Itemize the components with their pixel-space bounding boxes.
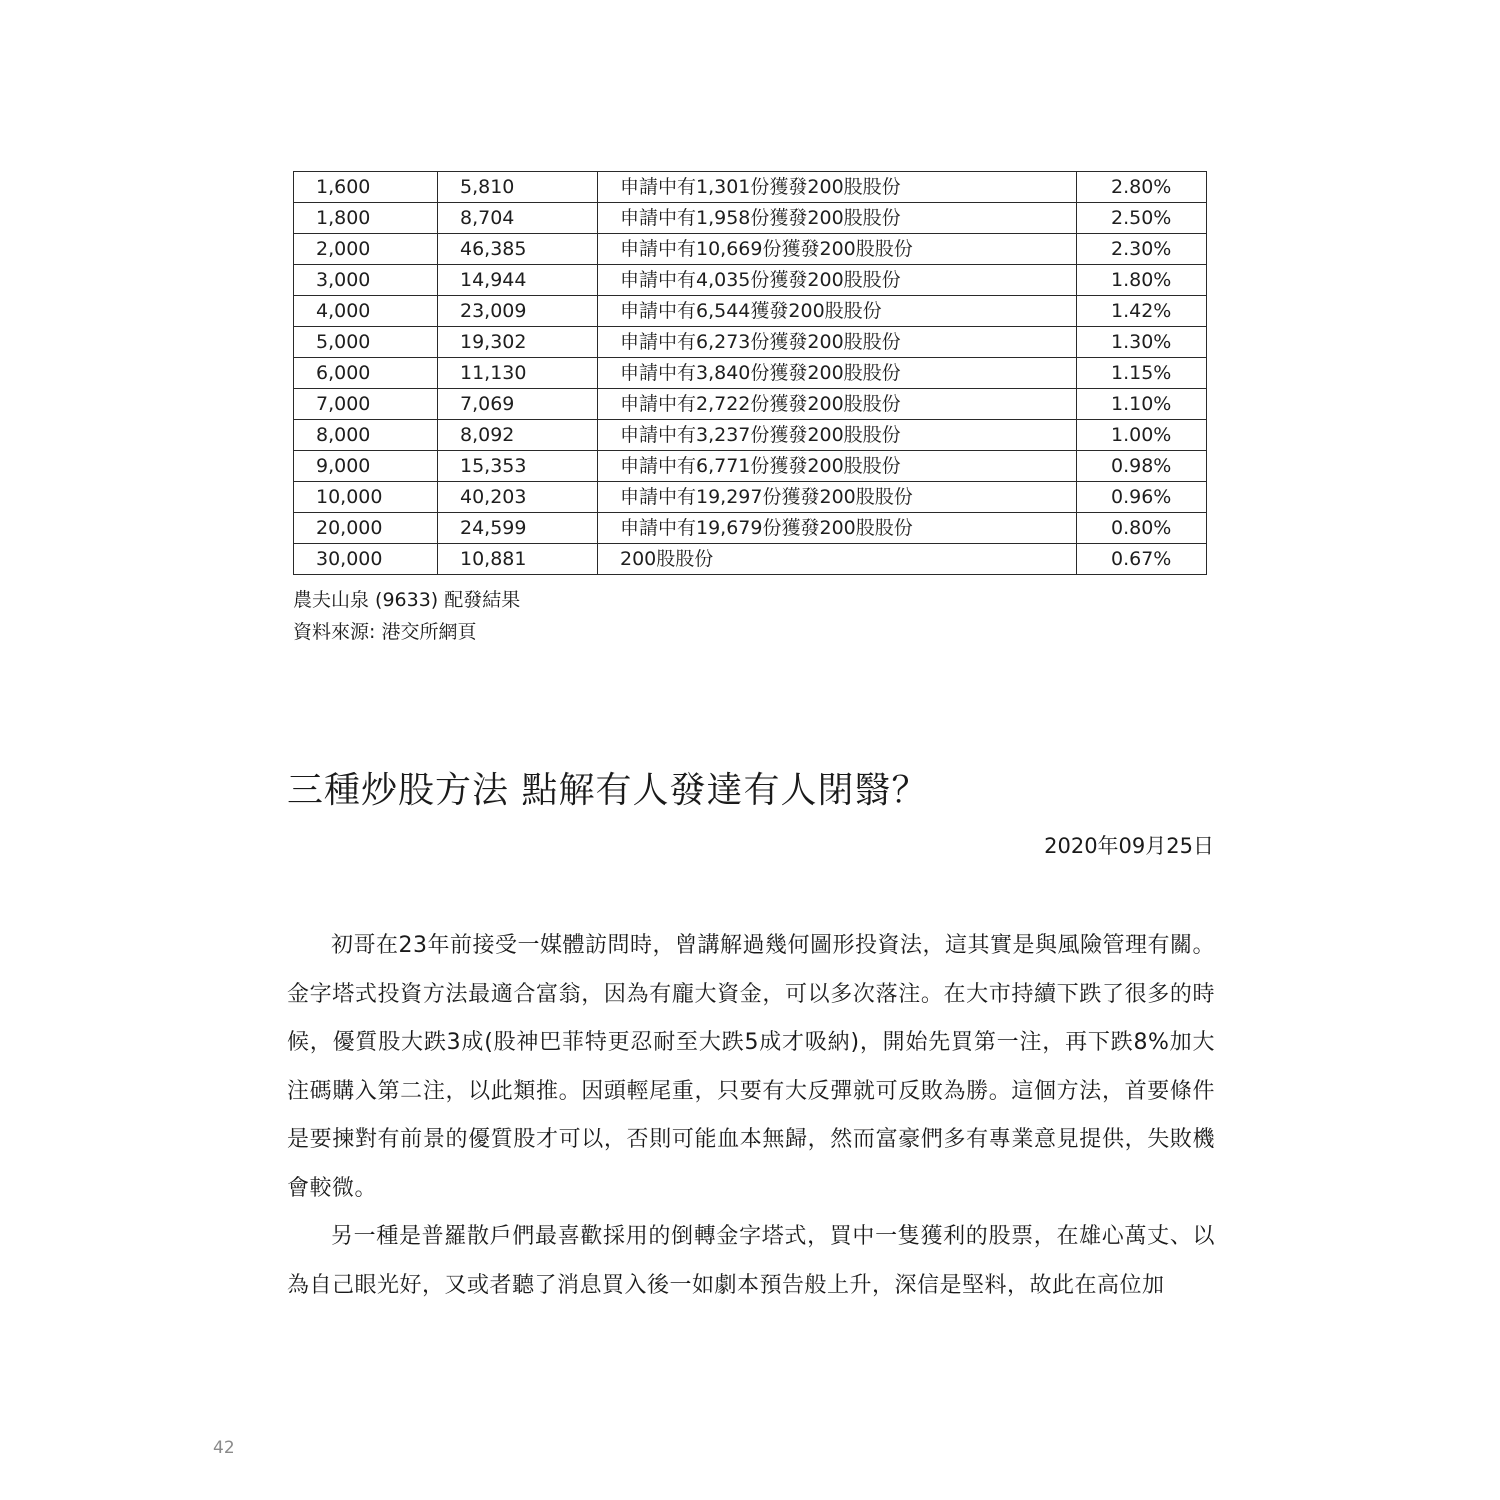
table-row [294,451,1207,482]
cell-rate: 1.30% [1077,327,1207,358]
article-body [287,922,1215,1310]
cell-shares: 9,000 [294,451,438,482]
article-date: 2020年09月25日 [1044,834,1214,858]
cell-allotment: 申請中有19,297份獲發200股股份 [598,482,1077,513]
cell-allotment: 申請中有6,544獲發200股股份 [598,296,1077,327]
table-row [294,420,1207,451]
cell-rate: 2.80% [1077,172,1207,203]
table-row [294,544,1207,575]
cell-rate: 1.42% [1077,296,1207,327]
cell-applications: 46,385 [438,234,598,265]
cell-shares: 10,000 [294,482,438,513]
cell-applications: 8,092 [438,420,598,451]
cell-shares: 5,000 [294,327,438,358]
cell-applications: 8,704 [438,203,598,234]
article-paragraph: 初哥在23年前接受一媒體訪問時，曾講解過幾何圖形投資法，這其實是與風險管理有關。金字塔式投資方法最適合富翁，因為有龐大資金，可以多次落注。在大市持續下跌了很多的時候，優質股大跌3成(股神巴菲特更忍耐至大跌5成才吸納)，開始先買第一注，再下跌8%加大注碼購入第二注，以此類推。因頭輕尾重，只要有大反彈就可反敗為勝。這個方法，首要條件是要揀對有前景的優質股才可以，否則可能血本無歸，然而富豪們多有專業意見提供，失敗機會較微。 [287,933,1215,1201]
cell-shares: 1,600 [294,172,438,203]
cell-rate: 0.98% [1077,451,1207,482]
cell-allotment: 申請中有3,237份獲發200股股份 [598,420,1077,451]
table-row [294,172,1207,203]
cell-rate: 0.80% [1077,513,1207,544]
cell-rate: 1.10% [1077,389,1207,420]
cell-allotment: 申請中有3,840份獲發200股股份 [598,358,1077,389]
article-paragraph: 另一種是普羅散戶們最喜歡採用的倒轉金字塔式，買中一隻獲利的股票，在雄心萬丈、以為自己眼光好，又或者聽了消息買入後一如劇本預告般上升，深信是堅料，故此在高位加 [287,1224,1215,1298]
cell-allotment: 申請中有1,958份獲發200股股份 [598,203,1077,234]
cell-allotment: 申請中有2,722份獲發200股股份 [598,389,1077,420]
cell-applications: 11,130 [438,358,598,389]
table-row [294,389,1207,420]
table-row [294,234,1207,265]
table-caption: 農夫山泉 (9633) 配發結果 [293,589,521,611]
cell-shares: 4,000 [294,296,438,327]
cell-shares: 20,000 [294,513,438,544]
cell-applications: 15,353 [438,451,598,482]
article-title: 三種炒股方法 點解有人發達有人閉翳？ [287,770,929,811]
table-row [294,482,1207,513]
allotment-table-body [294,172,1207,575]
cell-rate: 1.80% [1077,265,1207,296]
cell-shares: 6,000 [294,358,438,389]
cell-shares: 30,000 [294,544,438,575]
table-source: 資料來源: 港交所網頁 [293,621,477,643]
page-number: 42 [213,1438,235,1458]
cell-applications: 23,009 [438,296,598,327]
cell-shares: 3,000 [294,265,438,296]
cell-allotment: 申請中有10,669份獲發200股股份 [598,234,1077,265]
cell-rate: 1.00% [1077,420,1207,451]
cell-allotment: 申請中有4,035份獲發200股股份 [598,265,1077,296]
cell-rate: 0.67% [1077,544,1207,575]
allotment-table [293,171,1207,575]
cell-shares: 8,000 [294,420,438,451]
cell-rate: 2.30% [1077,234,1207,265]
cell-allotment: 申請中有1,301份獲發200股股份 [598,172,1077,203]
table-row [294,358,1207,389]
cell-applications: 10,881 [438,544,598,575]
cell-allotment: 申請中有6,273份獲發200股股份 [598,327,1077,358]
cell-applications: 19,302 [438,327,598,358]
cell-allotment: 200股股份 [598,544,1077,575]
cell-applications: 24,599 [438,513,598,544]
cell-shares: 2,000 [294,234,438,265]
cell-rate: 1.15% [1077,358,1207,389]
cell-rate: 0.96% [1077,482,1207,513]
cell-shares: 1,800 [294,203,438,234]
cell-applications: 40,203 [438,482,598,513]
cell-allotment: 申請中有6,771份獲發200股股份 [598,451,1077,482]
cell-allotment: 申請中有19,679份獲發200股股份 [598,513,1077,544]
table-row [294,265,1207,296]
table-row [294,296,1207,327]
cell-shares: 7,000 [294,389,438,420]
cell-applications: 14,944 [438,265,598,296]
table-row [294,513,1207,544]
cell-applications: 7,069 [438,389,598,420]
cell-applications: 5,810 [438,172,598,203]
table-row [294,203,1207,234]
cell-rate: 2.50% [1077,203,1207,234]
table-row [294,327,1207,358]
